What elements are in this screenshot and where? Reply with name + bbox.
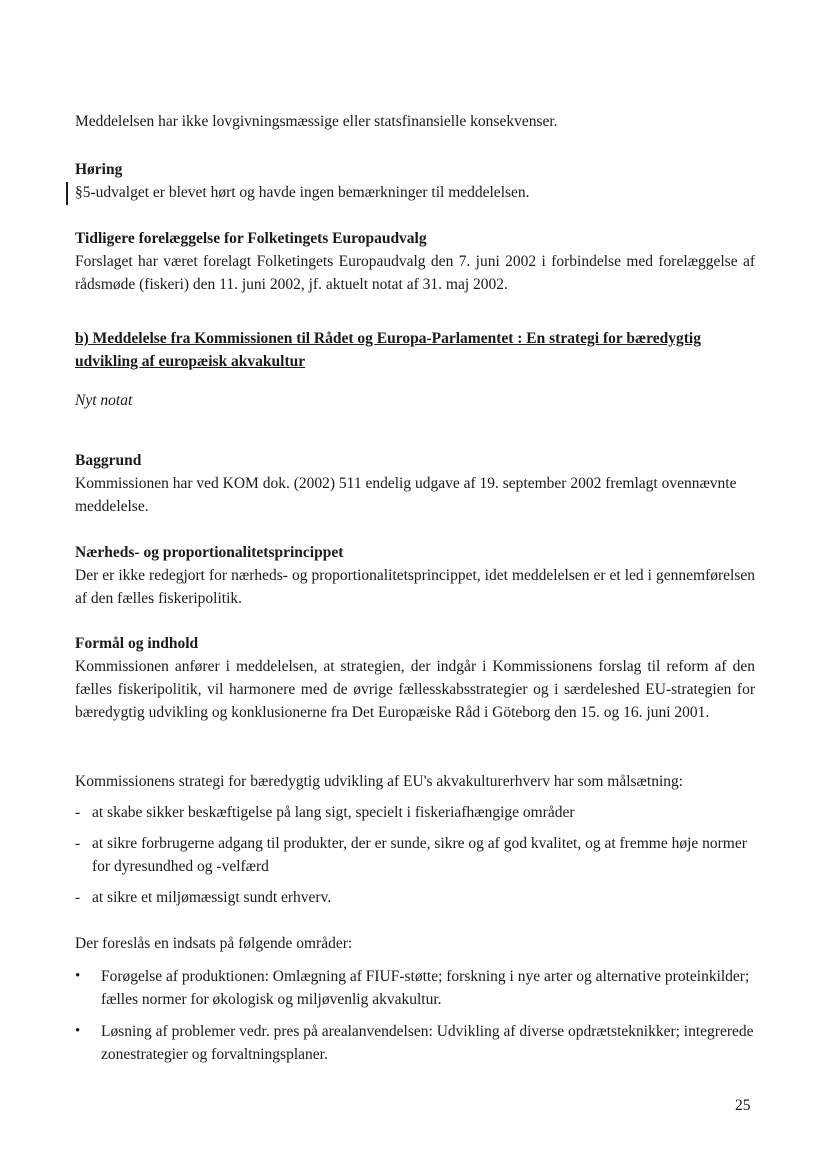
formal-text: Kommissionen anfører i meddelelsen, at strategien, der indgår i Kommissionens forslag til reform af den fælles fiskeripolitik, vil harmonere med de øvrige fællesskabsstrategier og i særdeleshed EU-strategien for bæredygtig udvikling og konklusionerne fra Det Europæiske Råd i Göteborg den 15. og 16. juni 2001. bbox=[75, 658, 755, 721]
section-b-title: b) Meddelelse fra Kommissionen til Rådet og Europa-Parlamentet : En strategi for bæredygtig udvikling af europæisk akvakultur bbox=[75, 330, 701, 370]
tidligere-heading: Tidligere forelæggelse for Folketingets Europaudvalg bbox=[75, 230, 427, 247]
area-item bbox=[75, 1020, 755, 1066]
strategy-intro: Kommissionens strategi for bæredygtig udvikling af EU's akvakulturerhverv har som målsætning: bbox=[75, 773, 684, 790]
strategy-item bbox=[75, 886, 755, 909]
areas-intro: Der foreslås en indsats på følgende områder: bbox=[75, 935, 353, 952]
dash-marker: - bbox=[75, 804, 81, 821]
change-bar bbox=[66, 182, 68, 205]
strategy-item-text: at sikre forbrugerne adgang til produkter, der er sunde, sikre og af god kvalitet, og at fremme høje normer for dyresundhed og -velfærd bbox=[92, 835, 747, 875]
area-item bbox=[75, 965, 755, 1011]
baggrund-text: Kommissionen har ved KOM dok. (2002) 511 endelig udgave af 19. september 2002 fremlagt ovennævnte meddelelse. bbox=[75, 475, 737, 515]
formal-heading: Formål og indhold bbox=[75, 635, 199, 652]
intro-paragraph: Meddelelsen har ikke lovgivningsmæssige eller statsfinansielle konsekvenser. bbox=[75, 113, 558, 130]
naerhed-text: Der er ikke redegjort for nærheds- og proportionalitetsprincippet, idet meddelelsen er et led i gennemførelsen af den fælles fiskeripolitik. bbox=[75, 567, 755, 607]
strategy-item bbox=[75, 801, 755, 824]
strategy-item-text: at sikre et miljømæssigt sundt erhverv. bbox=[92, 889, 332, 906]
section-b-note: Nyt notat bbox=[75, 392, 133, 409]
strategy-item-text: at skabe sikker beskæftigelse på lang sigt, specielt i fiskeriafhængige områder bbox=[92, 804, 575, 821]
dash-marker: - bbox=[75, 835, 81, 852]
page-number: 25 bbox=[735, 1097, 751, 1114]
strategy-item bbox=[75, 832, 755, 878]
bullet-marker: • bbox=[75, 1023, 81, 1039]
horing-text: §5-udvalget er blevet hørt og havde ingen bemærkninger til meddelelsen. bbox=[75, 184, 530, 201]
bullet-marker: • bbox=[75, 968, 81, 984]
baggrund-heading: Baggrund bbox=[75, 452, 142, 469]
horing-heading: Høring bbox=[75, 161, 123, 178]
tidligere-text: Forslaget har været forelagt Folketingets Europaudvalg den 7. juni 2002 i forbindelse med forelæggelse af rådsmøde (fiskeri) den 11. juni 2002, jf. aktuelt notat af 31. maj 2002. bbox=[75, 253, 755, 293]
area-item-text: Forøgelse af produktionen: Omlægning af FIUF-støtte; forskning i nye arter og alternative proteinkilder; fælles normer for økologisk og miljøvenlig akvakultur. bbox=[101, 968, 750, 1008]
area-item-text: Løsning af problemer vedr. pres på arealanvendelsen: Udvikling af diverse opdrætsteknikker; integrerede zonestrategier og forvaltningsplaner. bbox=[101, 1023, 754, 1063]
naerhed-heading: Nærheds- og proportionalitetsprincippet bbox=[75, 544, 344, 561]
dash-marker: - bbox=[75, 889, 81, 906]
